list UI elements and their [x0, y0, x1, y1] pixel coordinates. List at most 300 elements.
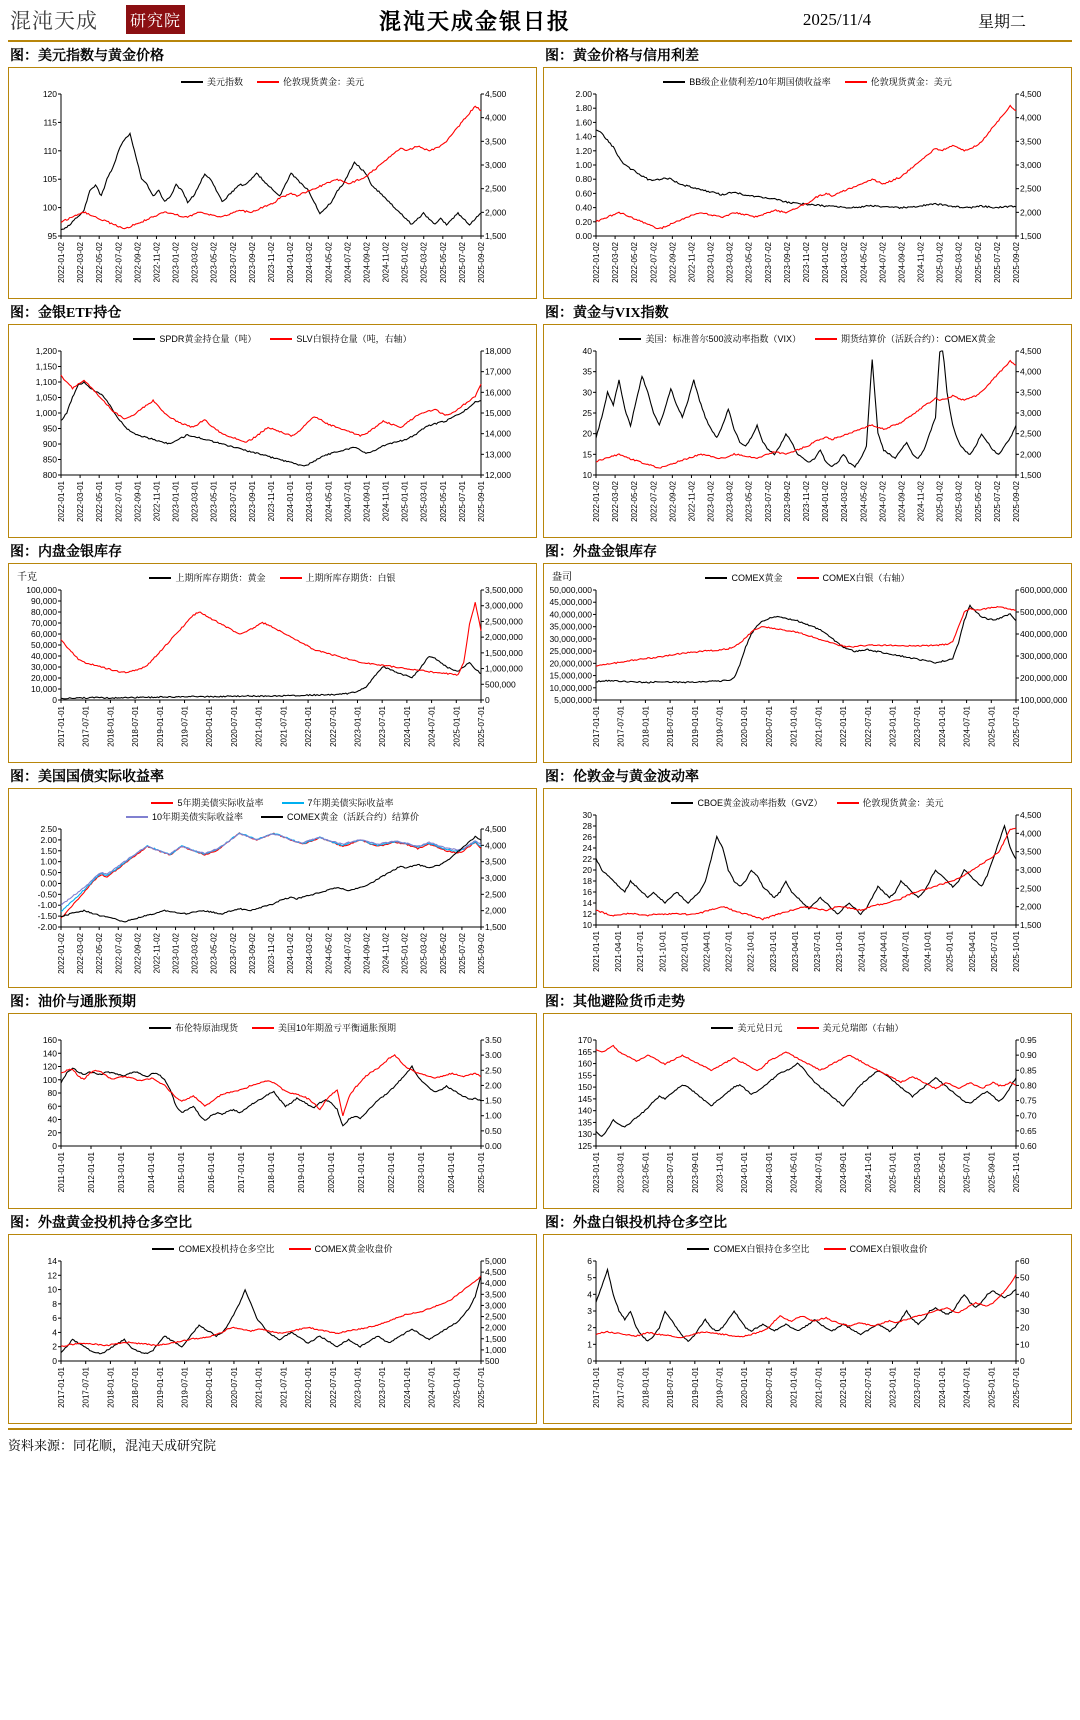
legend-label: 伦敦现货黄金：美元	[870, 77, 952, 87]
svg-text:2017-01-01: 2017-01-01	[592, 1367, 601, 1408]
svg-text:900: 900	[42, 439, 57, 449]
legend-item	[152, 1242, 274, 1255]
svg-text:0.80: 0.80	[1020, 1080, 1037, 1091]
svg-text:3,500,000: 3,500,000	[485, 585, 523, 595]
report-header	[8, 0, 1072, 42]
svg-text:2013-01-01: 2013-01-01	[117, 1152, 126, 1193]
svg-text:0.95: 0.95	[1020, 1035, 1037, 1045]
svg-text:2024-01-02: 2024-01-02	[821, 481, 831, 522]
svg-text:2025-01-01: 2025-01-01	[400, 481, 410, 522]
svg-text:40: 40	[1020, 1289, 1030, 1300]
svg-text:2023-03-01: 2023-03-01	[190, 481, 200, 522]
svg-text:4,500: 4,500	[1020, 810, 1042, 820]
legend-label: COMEX黄金	[731, 573, 783, 583]
legend-swatch	[133, 338, 155, 340]
svg-text:2025-05-02: 2025-05-02	[973, 242, 983, 283]
svg-text:2022-07-02: 2022-07-02	[114, 242, 124, 283]
legend-label: 伦敦现货黄金：美元	[283, 77, 365, 87]
svg-text:2025-07-02: 2025-07-02	[457, 242, 467, 283]
legend-item	[289, 1242, 393, 1255]
svg-text:2024-03-01: 2024-03-01	[764, 1152, 774, 1193]
svg-text:110: 110	[43, 145, 57, 156]
svg-text:2025-01-02: 2025-01-02	[935, 242, 945, 283]
svg-text:2016-01-01: 2016-01-01	[207, 1152, 216, 1193]
svg-text:4: 4	[52, 1327, 57, 1338]
svg-text:2018-07-01: 2018-07-01	[666, 706, 676, 747]
chart-caption: 图：黄金与VIX指数	[545, 306, 669, 321]
svg-text:2025-07-01: 2025-07-01	[477, 1367, 486, 1408]
svg-text:2025-07-01: 2025-07-01	[989, 931, 999, 972]
svg-text:2023-05-01: 2023-05-01	[209, 481, 219, 522]
svg-text:2012-01-01: 2012-01-01	[87, 1152, 96, 1193]
chart-panel	[8, 324, 537, 538]
legend-swatch	[149, 577, 171, 579]
svg-text:2025-07-01: 2025-07-01	[457, 481, 467, 522]
svg-text:6: 6	[587, 1256, 592, 1266]
svg-text:2019-07-01: 2019-07-01	[180, 706, 190, 747]
svg-text:2024-11-01: 2024-11-01	[863, 1152, 873, 1193]
legend-label: COMEX白银（右轴）	[822, 573, 910, 583]
svg-text:0.50: 0.50	[40, 867, 57, 878]
svg-text:2025-03-02: 2025-03-02	[954, 481, 964, 522]
chart-legend	[544, 68, 1071, 88]
chart-caption: 图：其他避险货币走势	[545, 995, 685, 1010]
svg-text:10: 10	[582, 470, 592, 480]
svg-text:10,000,000: 10,000,000	[549, 682, 592, 693]
svg-text:1,000: 1,000	[485, 1344, 507, 1355]
svg-text:0: 0	[52, 695, 57, 705]
svg-text:2025-05-02: 2025-05-02	[438, 242, 448, 283]
svg-text:25: 25	[582, 408, 592, 418]
svg-text:2024-07-01: 2024-07-01	[962, 706, 972, 747]
svg-text:2025-09-02: 2025-09-02	[1012, 481, 1021, 522]
series-line	[596, 1270, 1016, 1342]
svg-text:2024-01-01: 2024-01-01	[740, 1152, 750, 1193]
svg-text:10: 10	[582, 920, 592, 930]
svg-text:35: 35	[582, 366, 592, 377]
svg-text:10: 10	[47, 1284, 57, 1295]
svg-text:50,000: 50,000	[31, 640, 57, 650]
series-line	[61, 1277, 481, 1347]
svg-text:2,500: 2,500	[1020, 883, 1042, 894]
svg-text:5: 5	[587, 1272, 592, 1283]
svg-text:2022-07-01: 2022-07-01	[328, 706, 338, 747]
svg-text:2024-01-01: 2024-01-01	[937, 706, 947, 747]
series-line	[61, 833, 481, 911]
svg-text:90,000: 90,000	[31, 596, 57, 606]
legend-label: COMEX白银持仓多空比	[713, 1244, 810, 1254]
svg-text:2019-01-01: 2019-01-01	[690, 706, 700, 747]
svg-text:2025-11-01: 2025-11-01	[1012, 1152, 1021, 1193]
svg-text:2024-07-01: 2024-07-01	[427, 706, 437, 747]
svg-text:2022-11-02: 2022-11-02	[687, 481, 697, 522]
chart-cell	[8, 299, 540, 538]
chart-caption: 图：黄金价格与信用利差	[545, 49, 699, 64]
legend-swatch	[126, 816, 148, 818]
svg-text:20: 20	[582, 428, 592, 439]
svg-text:3,000: 3,000	[1020, 408, 1042, 418]
svg-text:125: 125	[577, 1141, 592, 1151]
svg-text:14: 14	[47, 1256, 57, 1266]
chart-caption: 图：美元指数与黄金价格	[10, 49, 164, 64]
chart-legend	[9, 1235, 536, 1255]
chart-panel	[8, 563, 537, 763]
svg-text:12: 12	[582, 909, 592, 919]
svg-text:3,000: 3,000	[1020, 865, 1042, 875]
svg-text:12: 12	[47, 1270, 57, 1281]
legend-item	[149, 1021, 238, 1034]
svg-text:2021-07-01: 2021-07-01	[814, 1367, 824, 1408]
svg-text:2024-05-02: 2024-05-02	[859, 242, 869, 283]
svg-text:2022-01-01: 2022-01-01	[839, 706, 849, 747]
chart-legend	[544, 325, 1071, 345]
svg-text:80: 80	[47, 1088, 57, 1098]
svg-text:2023-01-01: 2023-01-01	[417, 1152, 426, 1193]
svg-text:2024-05-02: 2024-05-02	[859, 481, 869, 522]
svg-text:950: 950	[42, 423, 57, 434]
svg-text:2025-01-01: 2025-01-01	[987, 1367, 997, 1408]
legend-label: 美元兑日元	[737, 1023, 783, 1033]
svg-text:1,150: 1,150	[35, 361, 57, 372]
svg-text:2022-05-02: 2022-05-02	[95, 933, 105, 974]
svg-text:160: 160	[577, 1058, 592, 1069]
svg-text:20: 20	[582, 865, 592, 875]
legend-item	[837, 796, 944, 809]
svg-text:2022-11-02: 2022-11-02	[152, 242, 162, 283]
svg-text:2: 2	[587, 1322, 592, 1333]
svg-text:2024-09-02: 2024-09-02	[362, 242, 372, 283]
svg-text:50,000,000: 50,000,000	[549, 585, 592, 595]
svg-text:2022-07-01: 2022-07-01	[863, 706, 873, 747]
svg-text:45,000,000: 45,000,000	[549, 597, 592, 608]
svg-text:2023-01-01: 2023-01-01	[888, 706, 898, 747]
legend-label: 上期所库存期货：白银	[305, 573, 396, 583]
svg-text:1,500: 1,500	[485, 922, 507, 932]
svg-text:4,000: 4,000	[485, 840, 507, 851]
svg-text:2022-01-01: 2022-01-01	[304, 706, 314, 747]
chart-svg	[544, 88, 1072, 298]
svg-text:2.50: 2.50	[485, 1065, 502, 1076]
svg-text:0: 0	[485, 695, 490, 705]
svg-text:2025-07-02: 2025-07-02	[992, 481, 1002, 522]
svg-text:2025-01-02: 2025-01-02	[400, 933, 410, 974]
series-line	[61, 602, 481, 675]
svg-text:800: 800	[42, 470, 57, 480]
chart-panel	[543, 1234, 1072, 1424]
svg-text:2022-04-01: 2022-04-01	[702, 931, 712, 972]
svg-text:1.50: 1.50	[485, 1095, 502, 1106]
svg-text:40,000,000: 40,000,000	[549, 609, 592, 620]
legend-swatch	[815, 338, 837, 340]
legend-item	[824, 1242, 928, 1255]
logo-badge: 研究院	[126, 5, 185, 34]
legend-item	[133, 332, 256, 345]
svg-text:2017-01-01: 2017-01-01	[237, 1152, 246, 1193]
svg-text:2022-09-02: 2022-09-02	[668, 242, 678, 283]
legend-label: 美元指数	[206, 77, 243, 87]
svg-text:2022-01-02: 2022-01-02	[592, 481, 601, 522]
series-line	[61, 133, 481, 229]
svg-text:25,000,000: 25,000,000	[549, 646, 592, 657]
svg-text:3,500: 3,500	[1020, 387, 1042, 398]
series-line	[596, 130, 1016, 209]
svg-text:100,000: 100,000	[26, 585, 57, 595]
chart-legend	[544, 1235, 1071, 1255]
svg-text:2024-11-01: 2024-11-01	[381, 481, 391, 522]
svg-text:-0.50: -0.50	[37, 889, 57, 900]
svg-text:2011-01-01: 2011-01-01	[57, 1152, 66, 1193]
legend-item	[797, 1021, 904, 1034]
svg-text:2024-03-02: 2024-03-02	[305, 242, 315, 283]
svg-text:170: 170	[577, 1035, 592, 1045]
svg-text:2024-10-01: 2024-10-01	[923, 931, 933, 972]
legend-swatch	[257, 81, 279, 83]
svg-text:2023-05-02: 2023-05-02	[744, 242, 754, 283]
svg-text:1,500: 1,500	[1020, 470, 1042, 480]
svg-text:2023-07-01: 2023-07-01	[913, 706, 923, 747]
company-logo	[8, 3, 208, 37]
svg-text:2024-07-02: 2024-07-02	[343, 933, 353, 974]
svg-text:135: 135	[577, 1117, 592, 1128]
svg-text:0.75: 0.75	[1020, 1095, 1037, 1106]
chart-svg	[9, 88, 537, 298]
chart-svg	[544, 345, 1072, 537]
chart-legend	[9, 564, 536, 584]
svg-text:145: 145	[577, 1093, 592, 1104]
svg-text:1,500: 1,500	[1020, 231, 1042, 241]
legend-label: COMEX黄金收盘价	[314, 1244, 393, 1254]
chart-caption: 图：伦敦金与黄金波动率	[545, 770, 699, 785]
svg-text:2,500: 2,500	[485, 889, 507, 900]
legend-swatch	[845, 81, 867, 83]
svg-text:2025-05-01: 2025-05-01	[438, 481, 448, 522]
chart-caption: 图：外盘白银投机持仓多空比	[545, 1216, 727, 1231]
svg-text:40: 40	[47, 1114, 57, 1125]
svg-text:2018-01-01: 2018-01-01	[106, 706, 116, 747]
svg-text:35,000,000: 35,000,000	[549, 621, 592, 632]
svg-text:30: 30	[582, 810, 592, 820]
svg-text:4,500: 4,500	[485, 824, 507, 834]
svg-text:24: 24	[582, 843, 592, 853]
svg-text:1.50: 1.50	[40, 845, 57, 856]
series-line	[61, 1066, 481, 1126]
svg-text:2025-01-02: 2025-01-02	[935, 481, 945, 522]
svg-text:2021-01-01: 2021-01-01	[254, 1367, 264, 1408]
y-axis-unit: 盎司	[552, 572, 572, 583]
svg-text:2023-05-02: 2023-05-02	[209, 933, 219, 974]
svg-text:2024-07-02: 2024-07-02	[343, 242, 353, 283]
series-line	[596, 106, 1016, 229]
svg-text:4,500: 4,500	[1020, 346, 1042, 356]
legend-item	[151, 796, 263, 809]
svg-text:2018-07-01: 2018-07-01	[131, 706, 141, 747]
svg-text:2019-01-01: 2019-01-01	[155, 706, 165, 747]
chart-panel	[543, 1013, 1072, 1209]
svg-text:2024-05-02: 2024-05-02	[324, 242, 334, 283]
svg-text:80,000: 80,000	[31, 607, 57, 617]
legend-swatch	[837, 802, 859, 804]
chart-legend	[9, 68, 536, 88]
svg-text:2022-07-01: 2022-07-01	[114, 481, 124, 522]
svg-text:2022-01-01: 2022-01-01	[387, 1152, 396, 1193]
svg-text:2020-01-01: 2020-01-01	[327, 1152, 336, 1193]
svg-text:2025-01-01: 2025-01-01	[888, 1152, 898, 1193]
svg-text:2024-01-01: 2024-01-01	[286, 481, 296, 522]
series-line	[596, 1063, 1016, 1136]
legend-item	[671, 796, 822, 809]
svg-text:2.50: 2.50	[40, 824, 57, 834]
chart-legend	[544, 564, 1071, 584]
legend-item	[257, 75, 364, 88]
legend-label: 5年期美债实际收益率	[177, 798, 264, 808]
svg-text:2024-07-01: 2024-07-01	[962, 1367, 972, 1408]
chart-legend	[9, 789, 536, 823]
svg-text:2,000,000: 2,000,000	[485, 632, 523, 643]
svg-text:17,000: 17,000	[485, 366, 511, 377]
svg-text:1,500: 1,500	[485, 1333, 507, 1344]
svg-text:2,500: 2,500	[1020, 183, 1042, 194]
svg-text:2024-03-02: 2024-03-02	[840, 481, 850, 522]
svg-text:3,000: 3,000	[485, 1300, 507, 1311]
svg-text:2018-07-01: 2018-07-01	[131, 1367, 141, 1408]
legend-label: COMEX投机持仓多空比	[178, 1244, 275, 1254]
svg-text:0.60: 0.60	[1020, 1141, 1037, 1151]
svg-text:1,500: 1,500	[485, 231, 507, 241]
svg-text:2023-03-02: 2023-03-02	[190, 242, 200, 283]
legend-label: SLV白银持仓量（吨，右轴）	[296, 334, 412, 344]
svg-text:100,000,000: 100,000,000	[1020, 695, 1068, 705]
svg-text:5,000,000: 5,000,000	[554, 695, 592, 705]
svg-text:2022-01-02: 2022-01-02	[57, 242, 66, 283]
chart-cell	[8, 1209, 540, 1424]
svg-text:2022-05-02: 2022-05-02	[630, 242, 640, 283]
svg-text:2015-01-01: 2015-01-01	[177, 1152, 186, 1193]
legend-item	[797, 571, 910, 584]
svg-text:2021-07-01: 2021-07-01	[279, 706, 289, 747]
chart-caption: 图：内盘金银库存	[10, 545, 122, 560]
svg-text:2025-01-02: 2025-01-02	[400, 242, 410, 283]
svg-text:2023-07-01: 2023-07-01	[666, 1152, 676, 1193]
svg-text:2023-03-01: 2023-03-01	[616, 1152, 626, 1193]
svg-text:2022-07-02: 2022-07-02	[649, 242, 659, 283]
svg-text:1,500,000: 1,500,000	[485, 647, 523, 658]
svg-text:60: 60	[1020, 1256, 1030, 1266]
svg-text:20: 20	[1020, 1322, 1030, 1333]
svg-text:26: 26	[582, 832, 592, 842]
svg-text:2020-01-01: 2020-01-01	[740, 706, 750, 747]
svg-text:2023-09-01: 2023-09-01	[247, 481, 257, 522]
svg-text:-2.00: -2.00	[37, 922, 57, 932]
svg-text:20,000,000: 20,000,000	[549, 658, 592, 669]
svg-text:2024-09-01: 2024-09-01	[839, 1152, 849, 1193]
svg-text:2021-07-01: 2021-07-01	[279, 1367, 289, 1408]
svg-text:105: 105	[42, 174, 57, 185]
svg-text:2019-07-01: 2019-07-01	[715, 1367, 725, 1408]
svg-text:2019-07-01: 2019-07-01	[180, 1367, 190, 1408]
svg-text:30: 30	[582, 387, 592, 398]
svg-text:14: 14	[582, 898, 592, 908]
svg-text:115: 115	[43, 117, 57, 128]
svg-text:2019-01-01: 2019-01-01	[690, 1367, 700, 1408]
legend-item	[687, 1242, 809, 1255]
legend-item	[815, 332, 996, 345]
series-line	[61, 382, 481, 466]
svg-text:2: 2	[52, 1341, 57, 1352]
chart-panel	[543, 67, 1072, 299]
svg-text:4,000: 4,000	[485, 112, 507, 123]
chart-cell	[8, 763, 540, 988]
svg-text:22: 22	[582, 854, 592, 864]
svg-text:2023-04-01: 2023-04-01	[790, 931, 800, 972]
svg-text:500,000,000: 500,000,000	[1020, 607, 1068, 617]
svg-text:1.60: 1.60	[575, 117, 592, 128]
svg-text:2019-01-01: 2019-01-01	[155, 1367, 165, 1408]
svg-text:10: 10	[1020, 1339, 1030, 1350]
svg-text:2025-05-01: 2025-05-01	[937, 1152, 947, 1193]
series-line	[61, 106, 481, 228]
svg-text:2020-07-01: 2020-07-01	[764, 706, 774, 747]
svg-text:60: 60	[47, 1101, 57, 1112]
svg-text:2,000: 2,000	[1020, 901, 1042, 912]
svg-text:30,000,000: 30,000,000	[549, 633, 592, 644]
svg-text:200,000,000: 200,000,000	[1020, 673, 1068, 683]
svg-text:2024-09-02: 2024-09-02	[897, 242, 907, 283]
svg-text:2023-09-02: 2023-09-02	[782, 481, 792, 522]
svg-text:2025-09-02: 2025-09-02	[477, 933, 486, 974]
legend-item	[149, 571, 265, 584]
svg-text:140: 140	[42, 1048, 57, 1059]
chart-cell	[540, 538, 1072, 763]
svg-text:300,000,000: 300,000,000	[1020, 651, 1068, 661]
legend-label: 布伦特原油现货	[174, 1023, 238, 1033]
svg-text:2023-03-02: 2023-03-02	[725, 481, 735, 522]
legend-item	[663, 75, 831, 88]
legend-item	[261, 810, 419, 823]
svg-text:2025-07-01: 2025-07-01	[1012, 1367, 1021, 1408]
chart-cell	[540, 988, 1072, 1209]
legend-swatch	[252, 1027, 274, 1029]
chart-svg	[9, 584, 537, 762]
svg-text:1,000: 1,000	[35, 408, 57, 418]
legend-swatch	[797, 577, 819, 579]
svg-text:2022-01-01: 2022-01-01	[680, 931, 690, 972]
svg-text:2023-03-02: 2023-03-02	[725, 242, 735, 283]
svg-text:2022-07-02: 2022-07-02	[114, 933, 124, 974]
legend-label: COMEX黄金（活跃合约）结算价	[287, 812, 420, 822]
svg-text:850: 850	[42, 454, 57, 465]
chart-panel	[8, 67, 537, 299]
svg-text:3,000: 3,000	[485, 873, 507, 883]
svg-text:2023-07-02: 2023-07-02	[763, 242, 773, 283]
svg-text:2019-01-01: 2019-01-01	[297, 1152, 306, 1193]
legend-swatch	[797, 1027, 819, 1029]
svg-text:2023-07-02: 2023-07-02	[763, 481, 773, 522]
svg-text:2024-05-01: 2024-05-01	[324, 481, 334, 522]
svg-text:2025-07-01: 2025-07-01	[962, 1152, 972, 1193]
svg-text:28: 28	[582, 821, 592, 831]
chart-caption: 图：油价与通胀预期	[10, 995, 136, 1010]
svg-text:1,500: 1,500	[1020, 920, 1042, 930]
svg-text:3,500: 3,500	[485, 136, 507, 147]
svg-text:500: 500	[485, 1356, 500, 1366]
svg-text:3,500: 3,500	[485, 1289, 507, 1300]
svg-text:165: 165	[577, 1046, 592, 1057]
chart-caption: 图：美国国债实际收益率	[10, 770, 164, 785]
legend-label: CBOE黄金波动率指数（GVZ）	[697, 798, 823, 808]
svg-text:1,050: 1,050	[35, 392, 57, 403]
svg-text:3,000,000: 3,000,000	[485, 600, 523, 611]
legend-item	[126, 810, 243, 823]
